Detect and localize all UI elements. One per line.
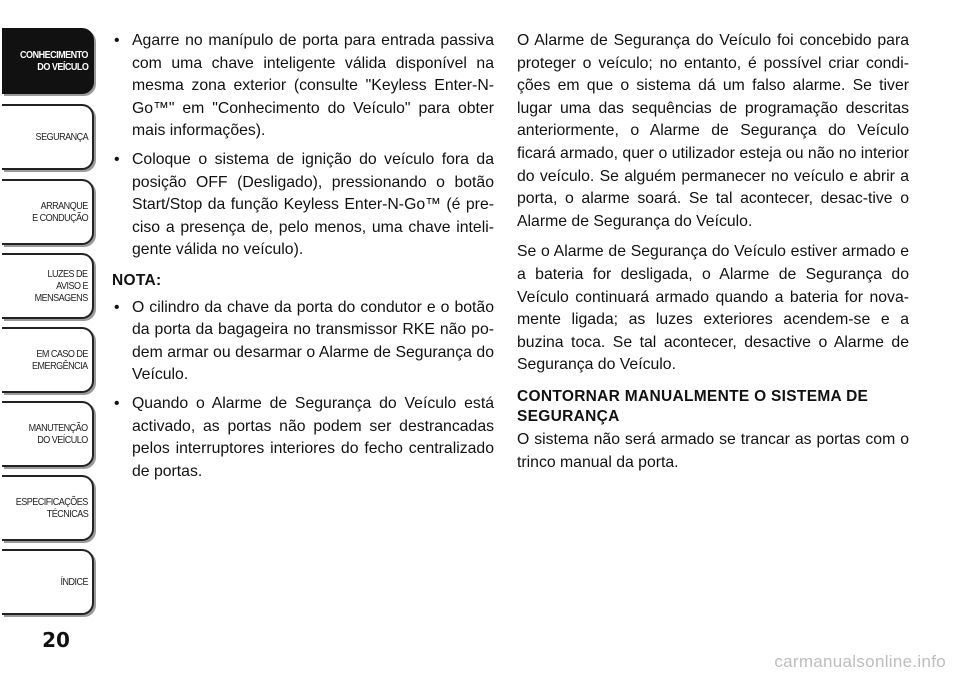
bullet-point: • [114, 298, 120, 316]
list-item-text: O cilindro da chave da porta do condutor e o botão da porta da bagageira no transmissor RKE não po-dem armar ou desarmar o Alarme de Segurança do Veículo. [132, 298, 494, 384]
bullet-point: • [114, 150, 120, 168]
tab-label-line: SEGURANÇA [35, 131, 88, 143]
paragraph-manual-lock: O sistema não será armado se trancar as portas com o trinco manual da porta. [517, 430, 909, 471]
paragraph-false-alarm: O Alarme de Segurança do Veículo foi concebido para proteger o veículo; no entanto, é possível criar condi-ções em que o sistema dá um falso alarme. Se tiver lugar uma das sequências de programação descritas anteriormente, o Alarme de Segurança do Veículo ficará armado, quer o utilizador esteja ou não no interior do veículo. Se alguém permanecer no veículo e abrir a porta, o alarme soará. Se tal acontecer, desac-tive o Alarme de Segurança do Veículo. [517, 32, 909, 230]
list-item-text: Coloque o sistema de ignição do veículo fora da posição OFF (Desligado), pressionando o botão Start/Stop da função Keyless Enter-N-Go™ (é pre-ciso a presença de, pelo menos, uma chave inteli-gente válida no veículo). [132, 150, 494, 259]
tab-label-line: AVISO E [56, 280, 88, 292]
section-heading: CONTORNAR MANUALMENTE O SISTEMA DE SEGURANÇA [517, 387, 869, 425]
page-number: 20 [42, 628, 70, 652]
list-item [112, 297, 494, 387]
list-item [112, 30, 494, 143]
list-item-text: Quando o Alarme de Segurança do Veículo está activado, as portas não podem ser destrancadas pelos interruptores interiores do fecho centralizado de portas. [132, 394, 494, 480]
list-item [112, 393, 494, 483]
tab-manutencao-do-veiculo[interactable] [2, 401, 94, 467]
right-column [517, 30, 909, 482]
tab-seguranca[interactable] [2, 104, 94, 170]
tab-indice[interactable] [2, 549, 94, 615]
tab-label-line: ARRANQUE [40, 200, 88, 212]
tab-label-line: MANUTENÇÃO [28, 422, 88, 434]
chapter-tabs [0, 0, 100, 678]
tab-label-line: CONHECIMENTO [20, 49, 88, 61]
bullet-point: • [114, 394, 120, 412]
tab-arranque-e-conducao[interactable] [2, 179, 94, 245]
tab-conhecimento-do-veiculo[interactable] [2, 28, 94, 94]
tab-label-line: DO VEÍCULO [36, 61, 88, 73]
left-column [112, 30, 494, 489]
tab-label-line: EM CASO DE [36, 348, 88, 360]
list-item-text: Agarre no manípulo de porta para entrada passiva com uma chave inteligente válida disponível na mesma zona exterior (consulte "Keyless Enter-N-Go™" em "Conhecimento do Veículo" para obter mais informações). [132, 32, 494, 140]
tab-label-line: ESPECIFICAÇÕES [15, 496, 88, 508]
paragraph-battery: Se o Alarme de Segurança do Veículo estiver armado e a bateria for desligada, o Alarme de Segurança do Veículo continuará armado quando a bateria for nova-mente ligada; as luzes exteriores acendem-se e a buzina toca. Se tal acontecer, desactive o Alarme de Segurança do Veículo. [517, 243, 909, 374]
tab-label-line: TÉCNICAS [46, 508, 88, 520]
tab-label-line: E CONDUÇÃO [31, 212, 88, 224]
tab-luzes-de-aviso-e-mensagens[interactable] [2, 253, 94, 319]
list-item [112, 149, 494, 262]
tab-label-line: MENSAGENS [34, 292, 88, 304]
bullet-point: • [114, 32, 120, 49]
watermark: carmanualsonline.info [774, 652, 946, 671]
note-heading: NOTA: [112, 271, 162, 289]
tab-especificacoes-tecnicas[interactable] [2, 475, 94, 541]
tab-label-line: DO VEÍCULO [37, 434, 88, 446]
tab-label-line: EMERGÊNCIA [32, 360, 88, 372]
tab-label-line: ÍNDICE [60, 576, 88, 588]
tab-em-caso-de-emergencia[interactable] [2, 327, 94, 393]
tab-label-line: LUZES DE [47, 268, 88, 280]
